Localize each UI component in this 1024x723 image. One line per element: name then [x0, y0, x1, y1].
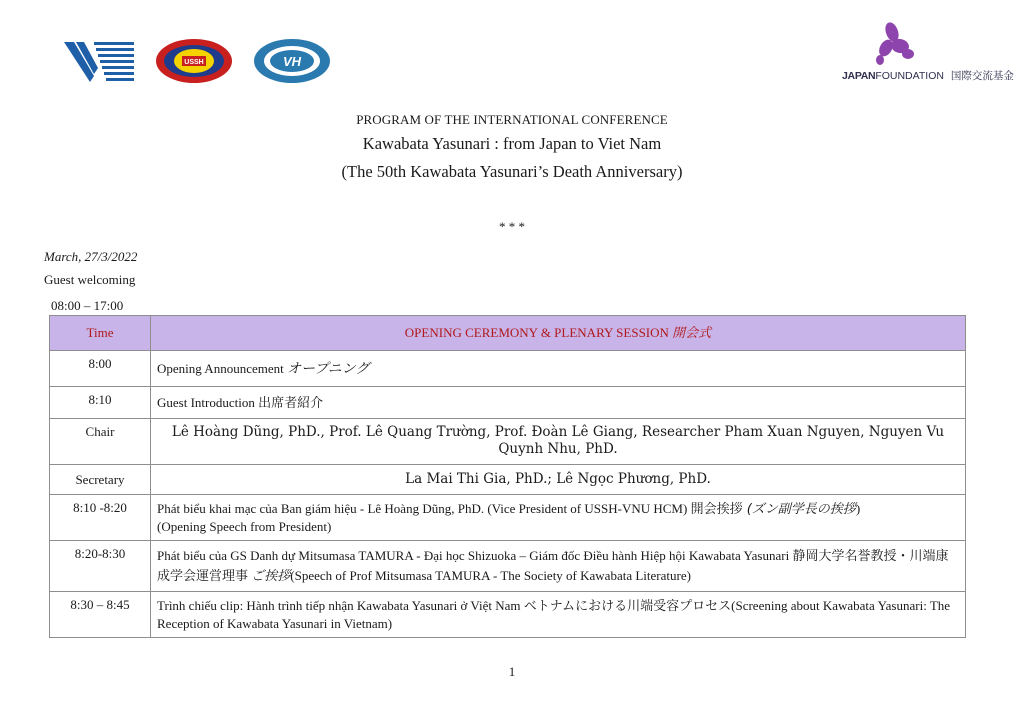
secretary-names: La Mai Thi Gia, PhD.; Lê Ngọc Phương, PhD.: [151, 465, 966, 495]
row-time: Secretary: [50, 465, 151, 495]
row-text-jp: 静岡大学名誉教授・川端康成学会運営理事: [157, 549, 949, 584]
table-row: [50, 592, 966, 638]
header-logos: [64, 38, 332, 84]
row-content: [151, 351, 966, 387]
row-time: 8:20-8:30: [50, 541, 151, 592]
table-row: [50, 351, 966, 387]
row-content: [151, 541, 966, 592]
table-header: [50, 316, 966, 351]
row-text: Guest Introduction: [157, 394, 255, 410]
date: March, 27/3/2022: [44, 249, 138, 264]
conference-title: Kawabata Yasunari : from Japan to Viet Nam: [362, 134, 662, 153]
row-text-translation: (Speech of Prof Mitsumasa TAMURA - The Society of Kawabata Literature): [290, 568, 691, 583]
session-title: OPENING CEREMONY & PLENARY SESSION: [404, 325, 669, 340]
row-text-translation: (Screening about Kawabata Yasunari: The Reception of Kawabata Yasunari in Vietnam): [157, 598, 951, 631]
header-time: Time: [50, 316, 151, 351]
row-time: 8:10 -8:20: [50, 495, 151, 541]
row-text-translation: (Opening Speech from President): [157, 519, 332, 534]
seal-text: USSH: [184, 59, 204, 66]
title-block: [0, 110, 1024, 182]
row-content: [151, 592, 966, 638]
page-number: 1: [508, 664, 516, 679]
session-title-jp: 開会式: [672, 326, 712, 341]
program-title: PROGRAM OF THE INTERNATIONAL CONFERENCE: [356, 112, 668, 127]
chair-names: Lê Hoàng Dũng, PhD., Prof. Lê Quang Trường, Prof. Đoàn Lê Giang, Researcher Pham Xuan Nguyen, Nguyen Vu Quynh Nhu, PhD.: [151, 419, 966, 465]
row-text: Phát biểu khai mạc của Ban giám hiệu - Lê Hoàng Dũng, PhD. (Vice President of USSH-VNU HCM): [157, 501, 691, 516]
society-of-literature-logo: [252, 38, 332, 84]
university-seal-logo: [154, 38, 234, 84]
row-text-jp: 開会挨拶: [690, 502, 743, 517]
row-text-jp: ベトナムにおける川端受容プロセス: [523, 599, 732, 614]
table-row: [50, 495, 966, 541]
japan-foundation-wordmark: [842, 68, 1014, 83]
row-text-end: ): [855, 501, 861, 516]
society-logo-text: VH: [282, 54, 302, 69]
table-row: [50, 541, 966, 592]
table-row: [50, 419, 966, 465]
program-table: [49, 315, 966, 638]
row-text: Phát biểu của GS Danh dự Mitsumasa TAMURA - Đại học Shizuoka – Giám đốc Điều hành Hiệp hội Kawabata Yasunari: [157, 548, 790, 563]
row-text: Trình chiếu clip: Hành trình tiếp nhận Kawabata Yasunari ở Việt Nam: [157, 598, 521, 613]
table-row: [50, 465, 966, 495]
row-time: Chair: [50, 419, 151, 465]
jf-rest: FOUNDATION: [875, 70, 944, 82]
row-time: 8:30 – 8:45: [50, 592, 151, 638]
guest-welcoming: Guest welcoming: [44, 272, 136, 287]
time-range: 08:00 – 17:00: [51, 298, 124, 313]
row-text: Opening Announcement: [157, 360, 284, 376]
row-time: 8:00: [50, 351, 151, 387]
row-content: [151, 387, 966, 419]
ussh-stripes-logo: [64, 38, 136, 84]
jf-japanese: 国際交流基金: [950, 70, 1014, 82]
row-text-jp: オープニング: [286, 360, 370, 377]
row-text-jp-italic: (ズン副学長の挨拶: [742, 502, 856, 517]
row-time: 8:10: [50, 387, 151, 419]
separator: * * *: [499, 219, 525, 234]
jf-bold: JAPAN: [842, 70, 876, 82]
row-text-jp-italic: ご挨拶: [251, 569, 291, 584]
row-text-jp: 出席者紹介: [258, 395, 324, 411]
header-session: [151, 316, 966, 351]
row-content: [151, 495, 966, 541]
conference-subtitle: (The 50th Kawabata Yasunari’s Death Anniversary): [341, 162, 683, 181]
table-row: [50, 387, 966, 419]
